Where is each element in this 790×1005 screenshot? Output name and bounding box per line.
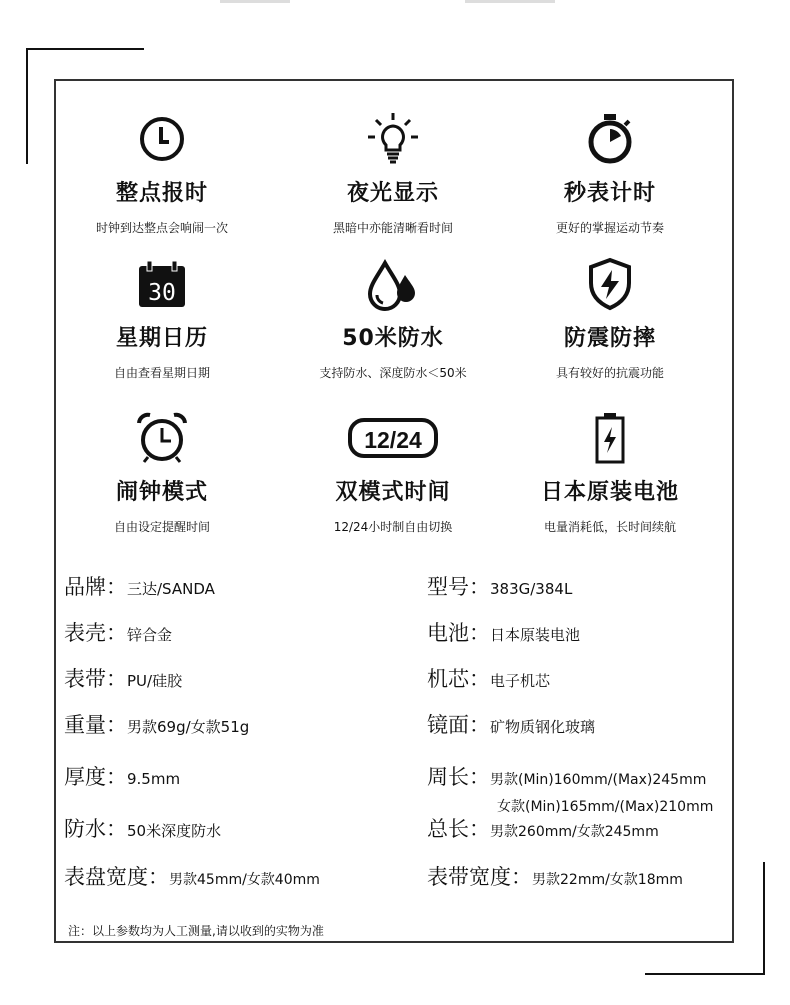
feature-title: 双模式时间: [335, 480, 451, 505]
corner-line-right: [763, 862, 765, 975]
water-drop-icon: [278, 255, 508, 313]
spec-value: 男款22mm/女款18mm: [532, 872, 683, 888]
lightbulb-icon: [278, 110, 508, 168]
spec-key: 周长：: [427, 765, 490, 789]
spec-key: 防水：: [64, 817, 127, 841]
feature-item: [47, 409, 277, 535]
spec-row: [64, 617, 172, 647]
spec-row: [427, 861, 683, 891]
spec-row: [64, 813, 221, 843]
spec-row: [64, 861, 320, 891]
feature-item: [47, 110, 277, 236]
spec-value: 矿物质钢化玻璃: [490, 718, 596, 736]
feature-title: 50米防水: [342, 326, 444, 351]
feature-desc: 自由设定提醒时间: [113, 520, 210, 534]
feature-item: [495, 255, 725, 381]
spec-value: 男款(Min)160mm/(Max)245mm: [490, 772, 707, 788]
feature-desc: 电量消耗低，长时间续航: [543, 520, 676, 534]
spec-value: 锌合金: [127, 626, 173, 644]
spec-key: 品牌：: [64, 575, 127, 599]
shield-icon: [495, 255, 725, 313]
feature-desc: 自由查看星期日期: [113, 366, 210, 380]
spec-row: [427, 761, 706, 791]
spec-key: 型号：: [427, 575, 490, 599]
spec-key: 镜面：: [427, 713, 490, 737]
corner-line-top: [26, 48, 144, 50]
feature-desc: 更好的掌握运动节奏: [555, 221, 664, 235]
spec-row: [427, 571, 572, 601]
spec-value: 日本原装电池: [490, 626, 581, 644]
calendar-day-text: 30: [148, 280, 176, 306]
spec-value: 三达/SANDA: [127, 580, 215, 598]
spec-row: [64, 761, 180, 791]
spec-value-secondary: 女款(Min)165mm/(Max)210mm: [497, 799, 714, 815]
calendar-icon: [47, 255, 277, 313]
dual-time-icon: [278, 409, 508, 467]
clock-icon: [47, 110, 277, 168]
spec-key: 厚度：: [64, 765, 127, 789]
spec-value: 男款69g/女款51g: [127, 718, 250, 736]
feature-desc: 支持防水、深度防水＜50米: [319, 366, 467, 380]
feature-title: 夜光显示: [346, 181, 439, 206]
feature-title: 防震防摔: [563, 326, 656, 351]
feature-title: 整点报时: [115, 181, 208, 206]
spec-value: 男款45mm/女款40mm: [169, 872, 320, 888]
spec-row: [64, 709, 249, 739]
spec-row: [427, 663, 550, 693]
spec-row: [64, 663, 182, 693]
battery-icon: [495, 409, 725, 467]
feature-title: 日本原装电池: [540, 480, 679, 505]
feature-desc: 12/24小时制自由切换: [333, 520, 453, 534]
alarm-clock-icon: [47, 409, 277, 467]
spec-key: 重量：: [64, 713, 127, 737]
spec-value: 电子机芯: [490, 672, 551, 690]
feature-title: 闹钟模式: [115, 480, 208, 505]
dual-time-text: 12/24: [364, 427, 422, 453]
spec-key: 表盘宽度：: [64, 865, 169, 889]
feature-title: 星期日历: [115, 326, 208, 351]
feature-item: [278, 255, 508, 381]
spec-value: 383G/384L: [490, 580, 573, 598]
spec-key: 表壳：: [64, 621, 127, 645]
spec-key: 电池：: [427, 621, 490, 645]
feature-desc: 时钟到达整点会响闹一次: [95, 221, 228, 235]
feature-desc: 具有较好的抗震功能: [555, 366, 664, 380]
spec-key: 表带宽度：: [427, 865, 532, 889]
spec-row: [427, 709, 595, 739]
feature-item: [278, 110, 508, 236]
feature-title: 秒表计时: [563, 181, 656, 206]
feature-item: [495, 110, 725, 236]
footnote: 注：以上参数均为人工测量,请以收到的实物为准: [68, 924, 324, 938]
spec-key: 总长：: [427, 817, 490, 841]
spec-key: 机芯：: [427, 667, 490, 691]
spec-row: [64, 571, 215, 601]
spec-row: [427, 617, 580, 647]
feature-item: [278, 409, 508, 535]
corner-line-bottom: [645, 973, 765, 975]
spec-key: 表带：: [64, 667, 127, 691]
stopwatch-icon: [495, 110, 725, 168]
feature-desc: 黑暗中亦能清晰看时间: [332, 221, 453, 235]
spec-value: PU/硅胶: [127, 672, 183, 690]
top-fragment-right: [465, 0, 555, 3]
spec-value: 男款260mm/女款245mm: [490, 824, 659, 840]
top-fragment-left: [220, 0, 290, 3]
spec-value: 50米深度防水: [127, 822, 222, 840]
spec-row: [427, 813, 659, 843]
corner-line-left: [26, 48, 28, 164]
spec-value: 9.5mm: [127, 770, 181, 788]
feature-item: [47, 255, 277, 381]
feature-item: [495, 409, 725, 535]
